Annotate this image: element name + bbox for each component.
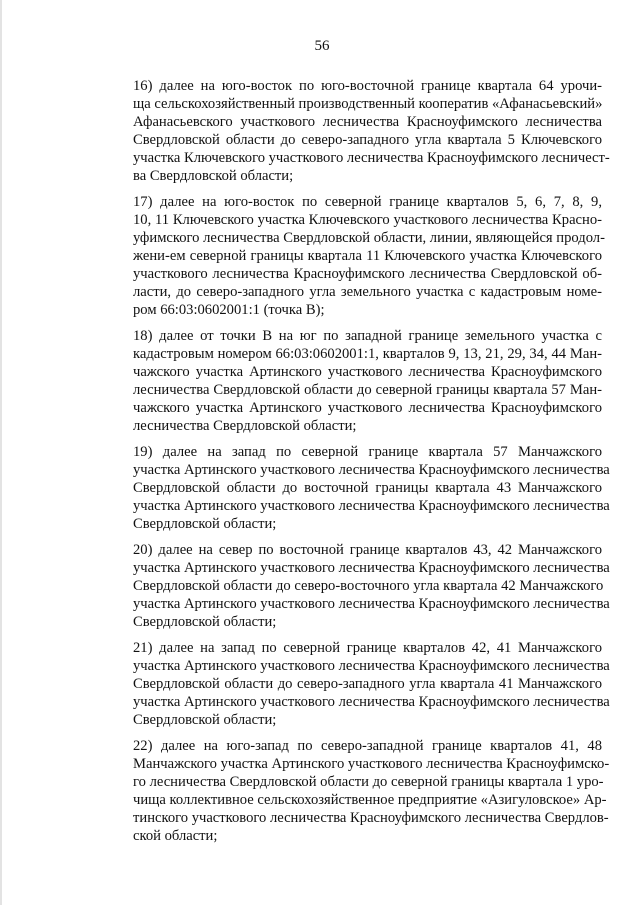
text-line: го лесничества Свердловской области до северной границы квартала 1 уро- xyxy=(133,774,604,790)
text-line: Свердловской области; xyxy=(133,516,277,532)
page-number: 56 xyxy=(314,38,330,54)
text-line: участка Артинского участкового лесничества Красноуфимского лесничества xyxy=(133,694,610,710)
text-line: ва Свердловской области; xyxy=(133,168,294,184)
text-line: участка Артинского участкового лесничества Красноуфимского лесничества xyxy=(133,658,610,674)
text-line: ром 66:03:0602001:1 (точка В); xyxy=(133,302,325,318)
text-line: кадастровым номером 66:03:0602001:1, кварталов 9, 13, 21, 29, 34, 44 Ман- xyxy=(133,346,602,362)
text-line: Свердловской области до восточной границы квартала 43 Манчажского xyxy=(133,480,602,496)
text-line: ласти, до северо-западного угла земельного участка с кадастровым номе- xyxy=(133,284,602,300)
text-line: 18) далее от точки В на юг по западной границе земельного участка с xyxy=(133,328,602,344)
text-line: Афанасьевского участкового лесничества Красноуфимского лесничества xyxy=(133,114,602,130)
text-line: чажского участка Артинского участкового лесничества Красноуфимского xyxy=(133,364,602,380)
text-line: 10, 11 Ключевского участка Ключевского участкового лесничества Красно- xyxy=(133,212,602,228)
text-line: участка Артинского участкового лесничества Красноуфимского лесничества xyxy=(133,560,610,576)
text-line: жени-ем северной границы квартала 11 Ключевского участка Ключевского xyxy=(133,248,602,264)
text-line: чища коллективное сельскохозяйственное предприятие «Азигуловское» Ар- xyxy=(133,792,607,808)
text-line: Свердловской области до северо-восточного угла квартала 42 Манчажского xyxy=(133,578,604,594)
paragraph xyxy=(91,639,610,729)
text-line: тинского участкового лесничества Красноуфимского лесничества Свердлов- xyxy=(133,810,609,826)
text-line: участка Артинского участкового лесничества Красноуфимского лесничества xyxy=(133,596,610,612)
text-line: участка Артинского участкового лесничества Красноуфимского лесничества xyxy=(133,498,610,514)
text-line: участка Артинского участкового лесничества Красноуфимского лесничества xyxy=(133,462,610,478)
paragraph xyxy=(91,327,602,435)
paragraph xyxy=(91,77,610,185)
text-line: 16) далее на юго-восток по юго-восточной границе квартала 64 урочи- xyxy=(133,78,602,94)
text-line: 22) далее на юго-запад по северо-западной границе кварталов 41, 48 xyxy=(133,738,602,754)
text-line: ща сельскохозяйственный производственный кооператив «Афанасьевский» xyxy=(133,96,603,112)
text-line: чажского участка Артинского участкового лесничества Красноуфимского xyxy=(133,400,602,416)
paragraph xyxy=(91,193,605,319)
text-line: Свердловской области до северо-западного угла квартала 41 Манчажского xyxy=(133,676,602,692)
text-line: Свердловской области до северо-западного угла квартала 5 Ключевского xyxy=(133,132,602,148)
text-line: Свердловской области; xyxy=(133,614,277,630)
text-line: Манчажского участка Артинского участкового лесничества Красноуфимско- xyxy=(133,756,610,772)
text-line: лесничества Свердловской области; xyxy=(133,418,357,434)
text-line: 17) далее на юго-восток по северной границе кварталов 5, 6, 7, 8, 9, xyxy=(133,194,602,210)
document-body xyxy=(91,77,610,853)
text-line: участкового лесничества Красноуфимского лесничества Свердловской об- xyxy=(133,266,602,282)
text-line: лесничества Свердловской области до северной границы квартала 57 Ман- xyxy=(133,382,602,398)
text-line: уфимского лесничества Свердловской области, линии, являющейся продол- xyxy=(133,230,605,246)
text-line: Свердловской области; xyxy=(133,712,277,728)
paragraph xyxy=(91,737,610,845)
paragraph xyxy=(91,541,610,631)
text-line: 21) далее на запад по северной границе кварталов 42, 41 Манчажского xyxy=(133,640,602,656)
text-line: 20) далее на север по восточной границе кварталов 43, 42 Манчажского xyxy=(133,542,602,558)
text-line: ской области; xyxy=(133,828,218,844)
text-line: участка Ключевского участкового лесничества Красноуфимского лесничест- xyxy=(133,150,610,166)
text-line: 19) далее на запад по северной границе квартала 57 Манчажского xyxy=(133,444,602,460)
paragraph xyxy=(91,443,610,533)
